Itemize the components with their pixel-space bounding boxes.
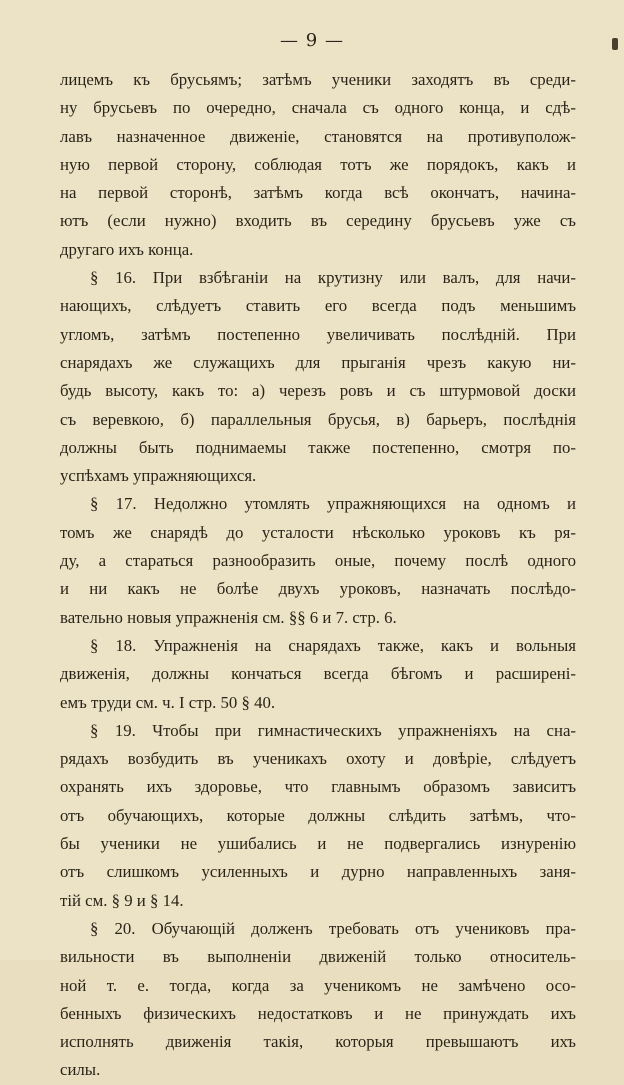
paragraph (60, 915, 576, 1085)
text-line: успѣхамъ упражняющихся. (60, 466, 257, 486)
text-line: тiй см. § 9 и § 14. (60, 890, 184, 910)
text-line: бы ученики не ушибались и не подвергались изнуренiю (60, 834, 576, 854)
text-line: на первой сторонѣ, затѣмъ когда всѣ окончатъ, начина- (60, 183, 576, 203)
text-line: ютъ (если нужно) входить въ середину брусьевъ уже съ (60, 211, 576, 231)
text-line: ную первой сторону, соблюдая тотъ же порядокъ, какъ и (60, 154, 576, 174)
text-line: § 20. Обучающiй долженъ требовать отъ учениковъ пра- (90, 918, 576, 938)
text-line: отъ обучающихъ, которые должны слѣдить затѣмъ, что- (60, 805, 576, 825)
text-line: должны быть поднимаемы также постепенно, смотря по- (60, 437, 576, 457)
text-line: ду, а стараться разнообразить оные, почему послѣ одного (60, 551, 576, 571)
text-line: рядахъ возбудить въ ученикахъ охоту и довѣрiе, слѣдуетъ (60, 749, 576, 769)
paragraph (60, 717, 576, 915)
text-line: § 19. Чтобы при гимнастическихъ упражненiяхъ на сна- (90, 720, 576, 740)
text-line: съ веревкою, б) параллельныя брусья, в) барьеръ, послѣднiя (60, 409, 576, 429)
text-line: вильности въ выполненiи движенiй только относитель- (60, 947, 576, 967)
text-line: снарядахъ же служащихъ для прыганiя чрезъ какую ни- (60, 352, 576, 372)
edge-mark (612, 38, 618, 50)
paragraph (60, 490, 576, 631)
paragraph (60, 264, 576, 490)
text-line: будь высоту, какъ то: а) черезъ ровъ и съ штурмовой доски (60, 381, 576, 401)
text-line: нающихъ, слѣдуетъ ставить его всегда подъ меньшимъ (60, 296, 576, 316)
text-line: вательно новыя упражненiя см. §§ 6 и 7. стр. 6. (60, 607, 397, 627)
text-line: § 17. Недолжно утомлять упражняющихся на одномъ и (90, 494, 576, 514)
text-line: и ни какъ не болѣе двухъ уроковъ, назначать послѣдо- (60, 579, 576, 599)
text-line: исполнять движенiя такiя, которыя превышаютъ ихъ (60, 1032, 576, 1052)
text-line: движенiя, должны кончаться всегда бѣгомъ и расширенi- (60, 664, 576, 684)
page-number: — 9 — (280, 30, 344, 51)
paragraph (60, 632, 576, 717)
text-line: силы. (60, 1060, 101, 1080)
page-body (60, 66, 576, 1085)
text-line: § 16. При взбѣганiи на крутизну или валъ, для начи- (90, 268, 576, 288)
text-line: бенныхъ физическихъ недостатковъ и не принуждать ихъ (60, 1003, 576, 1023)
text-line: томъ же снарядѣ до усталости нѣсколько уроковъ къ ря- (60, 522, 576, 542)
text-line: отъ слишкомъ усиленныхъ и дурно направленныхъ заня- (60, 862, 576, 882)
text-line: емъ труди см. ч. I стр. 50 § 40. (60, 692, 276, 712)
text-line: лавъ назначенное движенiе, становятся на противуполож- (60, 126, 576, 146)
text-line: охранять ихъ здоровье, что главнымъ образомъ зависитъ (60, 777, 576, 797)
text-line: ну брусьевъ по очередно, сначала съ одного конца, и сдѣ- (60, 98, 576, 118)
paragraph (60, 66, 576, 264)
text-line: лицемъ къ брусьямъ; затѣмъ ученики заходятъ въ среди- (60, 70, 576, 89)
text-line: § 18. Упражненiя на снарядахъ также, какъ и вольныя (90, 635, 576, 655)
text-line: ной т. е. тогда, когда за ученикомъ не замѣчено осо- (60, 975, 576, 995)
text-line: другаго ихъ конца. (60, 239, 194, 259)
text-line: угломъ, затѣмъ постепенно увеличивать послѣднiй. При (60, 324, 576, 344)
